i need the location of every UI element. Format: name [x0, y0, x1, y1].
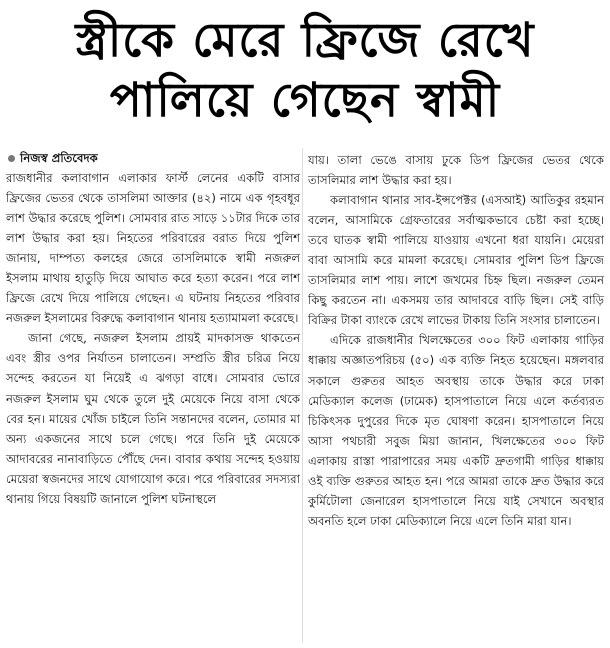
column-divider [302, 148, 303, 643]
headline-line-2: পালিয়ে গেছেন স্বামী [109, 73, 501, 128]
headline-line-1: স্ত্রীকে মেরে ফ্রিজে রেখে [75, 13, 535, 68]
paragraph: জানা গেছে, নজরুল ইসলাম প্রায়ই মাদকাসক্ত থাকতেন এবং স্ত্রীর ওপর নির্যাতন চালাতেন। সম্প্রতি স্ত্রীর চরিত্র নিয়ে সন্দেহ করতেন যা নিয়েই এ ঝগড়া বাধে। সোমবার ভোরে নজরুল ইসলাম ঘুম থেকে তুলে দুই মেয়েকে নিয়ে বাসা থেকে বের হন। মায়ের খোঁজ চাইলে তিনি সন্তানদের বলেন, তোমার মা অন্য একজনের সাথে চলে গেছে। পরে তিনি দুই মেয়েকে আদাবরের নানাবাড়িতে পৌঁছে দেন। বাবার কথায় সন্দেহ হওয়ায় মেয়েরা স্বজনদের সাথে যোগাযোগ করে। পরে পরিবারের সদস্যরা থানায় গিয়ে বিষয়টি জানালে পুলিশ ঘটনাস্থলে [6, 331, 300, 506]
paragraph: কলাবাগান থানার সাব-ইন্সপেক্টর (এসআই) আতিকুর রহমান বলেন, আসামিকে গ্রেফতারের সর্বাত্মকভাবে চেষ্টা করা হচ্ছে। তবে ঘাতক স্বামী পালিয়ে যাওয়ায় এখনো ধরা যায়নি। মেয়েরা বাবা আসামি করে মামলা করেছে। সোমবার পুলিশ ডিপ ফ্রিজে তাসলিমার লাশ পায়। লাশে জখমের চিহ্ন ছিল। নজরুল তেমন কিছু করতেন না। একসময় তার আদাবরে বাড়ি ছিল। সেই বাড়ি বিক্রির টাকা ব্যাংকে রেখে লাভের টাকায় তিনি সংসার চালাতেন। [308, 193, 604, 328]
byline [6, 148, 300, 168]
article-column-right [308, 150, 604, 531]
bullet-icon [8, 155, 15, 162]
byline-text: নিজস্ব প্রতিবেদক [20, 150, 98, 165]
paragraph: যায়। তালা ভেঙে বাসায় ঢুকে ডিপ ফ্রিজের ভেতর থেকে তাসলিমার লাশ উদ্ধার করা হয়। [308, 153, 604, 188]
article-column-left [6, 148, 300, 509]
paragraph: এদিকে রাজধানীর খিলক্ষেতের ৩০০ ফিট এলাকায় গাড়ির ধাক্কায় অজ্ঞাতপরিচয় (৫০) এক ব্যক্তি নিহত হয়েছেন। মঙ্গলবার সকালে গুরুতর আহত অবস্থায় তাকে উদ্ধার করে ঢাকা মেডিক্যাল কলেজ (ঢামেক) হাসপাতালে নিয়ে এলে কর্তব্যরত চিকিৎসক দুপুরের দিকে মৃত ঘোষণা করেন। হাসপাতালে নিয়ে আসা পথচারী সবুজ মিয়া জানান, খিলক্ষেতের ৩০০ ফিট এলাকায় রাস্তা পারাপারের সময় একটি দ্রুতগামী গাড়ির ধাক্কায় ওই ব্যক্তি গুরুতর আহত হন। পরে আমরা তাকে দ্রুত উদ্ধার করে কুর্মিটোলা জেনারেল হাসপাতালে নিয়ে যাই সেখানে অবস্থার অবনতি হলে ঢাকা মেডিক্যালে নিয়ে এলে তিনি মারা যান। [308, 333, 604, 528]
paragraph: রাজধানীর কলাবাগান এলাকার ফার্স্ট লেনের একটি বাসার ফ্রিজের ভেতর থেকে তাসলিমা আক্তার (৪২) নামে এক গৃহবধূর লাশ উদ্ধার করেছে পুলিশ। সোমবার রাত সাড়ে ১১টার দিকে তার লাশ উদ্ধার করা হয়। নিহতের পরিবারের বরাত দিয়ে পুলিশ জানায়, দাম্পত্য কলহের জেরে তাসলিমাকে স্বামী নজরুল ইসলাম মাথায় হাতুড়ি দিয়ে আঘাত করে হত্যা করেন। পরে লাশ ফ্রিজে রেখে দিয়ে পালিয়ে গেছেন। এ ঘটনায় নিহতের পরিবার নজরুল ইসলামের বিরুদ্ধে কলাবাগান থানায় হত্যামামলা করেছে। [6, 171, 300, 326]
